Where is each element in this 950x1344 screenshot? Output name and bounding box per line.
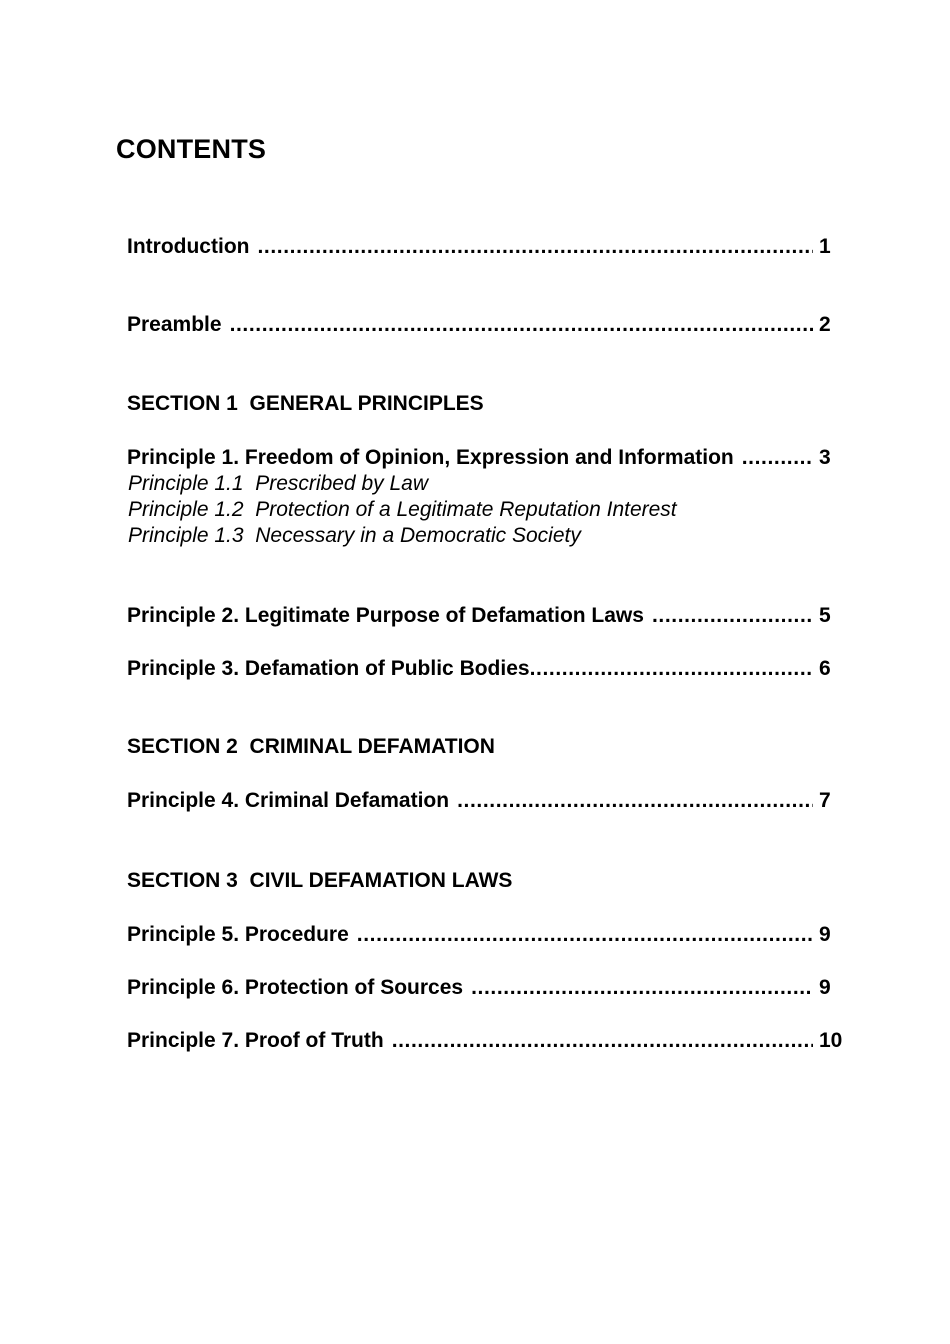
dot-leader (530, 656, 813, 682)
toc-entry-preamble (127, 312, 833, 338)
dot-leader (457, 788, 813, 814)
dot-leader (392, 1028, 813, 1054)
toc-entry-label: Principle 3. Defamation of Public Bodies (127, 657, 530, 680)
toc-entry-principle-5 (127, 922, 833, 948)
toc-entry-principle-6 (127, 975, 833, 1001)
toc-subentry-1-3: Principle 1.3 Necessary in a Democratic Society (128, 524, 581, 547)
toc-subentry-1-1: Principle 1.1 Prescribed by Law (128, 472, 428, 495)
toc-entry-principle-7 (127, 1028, 845, 1054)
section-heading-3: SECTION 3 CIVIL DEFAMATION LAWS (127, 869, 513, 892)
dot-leader (357, 922, 813, 948)
dot-leader (230, 312, 813, 338)
toc-page-number: 2 (819, 313, 831, 336)
toc-entry-principle-3 (127, 656, 833, 682)
section-heading-1: SECTION 1 GENERAL PRINCIPLES (127, 392, 484, 415)
toc-page-number: 10 (819, 1029, 843, 1052)
toc-page-number: 1 (819, 235, 831, 258)
dot-leader (257, 234, 813, 260)
toc-entry-label: Principle 5. Procedure (127, 923, 349, 946)
toc-page-number: 7 (819, 789, 831, 812)
toc-page-number: 9 (819, 923, 831, 946)
toc-page-number: 5 (819, 604, 831, 627)
dot-leader (742, 445, 813, 471)
dot-leader (652, 603, 813, 629)
toc-page-number: 9 (819, 976, 831, 999)
toc-entry-label: Principle 6. Protection of Sources (127, 976, 464, 999)
toc-entry-label: Preamble (127, 313, 222, 336)
section-heading-2: SECTION 2 CRIMINAL DEFAMATION (127, 735, 495, 758)
toc-entry-principle-2 (127, 603, 833, 629)
toc-entry-label: Principle 1. Freedom of Opinion, Expression and Information (127, 446, 734, 469)
toc-entry-introduction (127, 234, 833, 260)
toc-entry-label: Principle 7. Proof of Truth (127, 1029, 384, 1052)
toc-entry-label: Principle 4. Criminal Defamation (127, 789, 450, 812)
toc-page-number: 6 (819, 657, 831, 680)
toc-entry-label: Principle 2. Legitimate Purpose of Defamation Laws (127, 604, 644, 627)
toc-entry-label: Introduction (127, 235, 250, 258)
page-title: CONTENTS (116, 134, 267, 164)
toc-subentry-1-2: Principle 1.2 Protection of a Legitimate Reputation Interest (128, 498, 677, 521)
dot-leader (471, 975, 813, 1001)
toc-page-number: 3 (819, 446, 831, 469)
toc-entry-principle-4 (127, 788, 833, 814)
toc-entry-principle-1 (127, 445, 833, 471)
